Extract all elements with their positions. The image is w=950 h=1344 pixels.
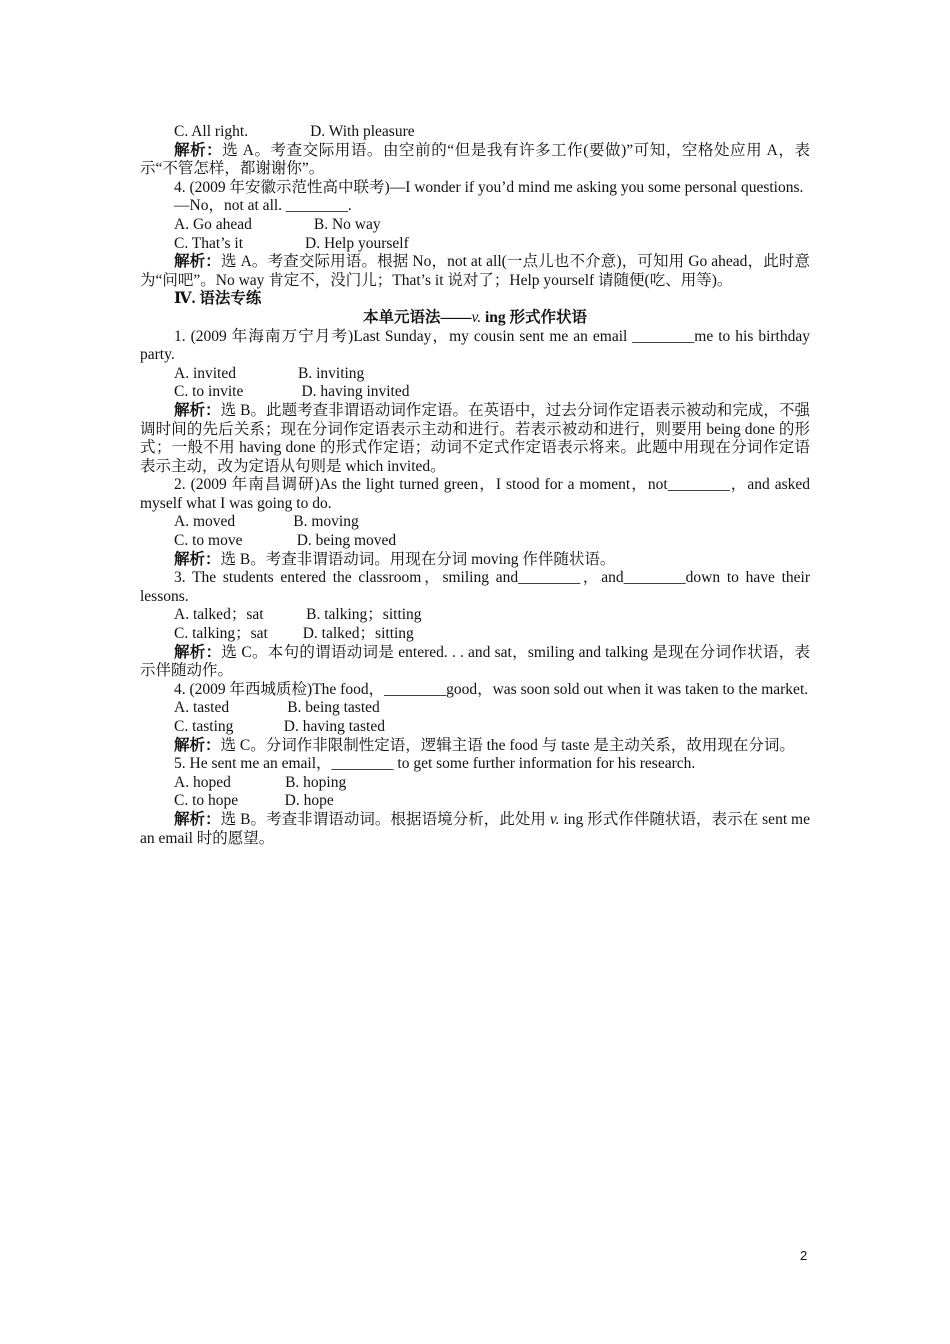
- options-line: C. talking；sat D. talked；sitting: [174, 625, 414, 643]
- explanation-label: 解析：: [174, 550, 221, 568]
- explanation-label: 解析：: [174, 643, 222, 661]
- explanation: 解析：选 B。考查非谓语动词。根据语境分析，此处用 v. ing 形式作伴随状语，表示在 sent me an email 时的愿望。: [140, 810, 810, 847]
- options-line: C. tasting D. having tasted: [174, 718, 385, 735]
- explanation-text: 选 C。分词作非限制性定语，逻辑主语 the food 与 taste 是主动关系，故用现在分词。: [220, 736, 795, 754]
- explanation-text: 选 A。考查交际用语。根据 No，not at all(一点儿也不介意)，可知用 Go ahead，此时意为“问吧”。No way 肯定不，没门儿；That’s it 说对了；Help yourself 请随便(吃、用等)。: [140, 253, 810, 289]
- options-line: C. That’s it D. Help yourself: [174, 234, 409, 252]
- explanation: [140, 402, 810, 476]
- options-line: A. Go ahead B. No way: [174, 215, 381, 233]
- explanation: [140, 644, 810, 681]
- explanation-label: 解析：: [174, 401, 221, 419]
- explanation: [140, 142, 810, 179]
- options-line: C. to invite D. having invited: [174, 383, 410, 401]
- question-1: 1. (2009 年海南万宁月考)Last Sunday，my cousin sent me an email ________me to his birthday party.: [140, 327, 810, 364]
- grammar-title: 本单元语法——v. ing 形式作状语: [362, 308, 588, 326]
- explanation-label: 解析：: [174, 736, 221, 754]
- section-heading: Ⅳ. 语法专练: [174, 290, 262, 308]
- explanation-text: 选 C。本句的谓语动词是 entered. . . and sat，smiling and talking 是现在分词作状语，表示伴随动作。: [140, 643, 810, 680]
- explanation: [140, 737, 810, 756]
- explanation: [140, 551, 810, 570]
- question-4b: 4. (2009 年西城质检)The food，________good，was soon sold out when it was taken to the market.: [174, 680, 809, 698]
- options-line: A. moved B. moving: [174, 513, 359, 531]
- page-number: 2: [800, 1248, 808, 1263]
- explanation-text: 选 A。考查交际用语。由空前的“但是我有许多工作(要做)”可知，空格处应用 A，表示“不管怎样，都谢谢你”。: [140, 141, 810, 178]
- answer-line: —No，not at all. ________.: [174, 197, 352, 215]
- question-4: 4. (2009 年安徽示范性高中联考)—I wonder if you’d mind me asking you some personal questions.: [174, 178, 804, 196]
- question-3: 3. The students entered the classroom，smiling and________，and________down to have their lessons.: [140, 569, 810, 605]
- question-2: 2. (2009 年南昌调研)As the light turned green，I stood for a moment，not________，and asked myself what I was going to do.: [140, 476, 810, 512]
- options-line: C. to move D. being moved: [174, 532, 397, 550]
- options-line: C. to hope D. hope: [174, 792, 334, 810]
- options-line: A. invited B. inviting: [174, 364, 365, 382]
- options-line: A. tasted B. being tasted: [174, 699, 380, 717]
- explanation-text: 选 B。此题考查非谓语动词作定语。在英语中，过去分词作定语表示被动和完成，不强调时间的先后关系；现在分词作定语表示主动和进行。若表示被动和进行，则要用 being done 的形式；一般不用 having done 的形式作定语；动词不定式作定语表示将来。此题中用现在分词作定语表示主动，改为定语从句则是 which invited。: [140, 401, 810, 475]
- explanation-label: 解析：: [174, 141, 223, 159]
- explanation-label: 解析：: [174, 253, 221, 271]
- document-body: [140, 123, 810, 848]
- explanation-text: 选 B。考查非谓语动词。用现在分词 moving 作伴随状语。: [220, 550, 616, 568]
- question-5: 5. He sent me an email，________ to get some further information for his research.: [174, 755, 696, 773]
- explanation: [140, 253, 810, 290]
- options-line: A. hoped B. hoping: [174, 773, 347, 791]
- explanation-label: 解析：: [174, 810, 221, 828]
- options-line: C. All right. D. With pleasure: [174, 123, 415, 140]
- options-line: A. talked；sat B. talking；sitting: [174, 606, 422, 624]
